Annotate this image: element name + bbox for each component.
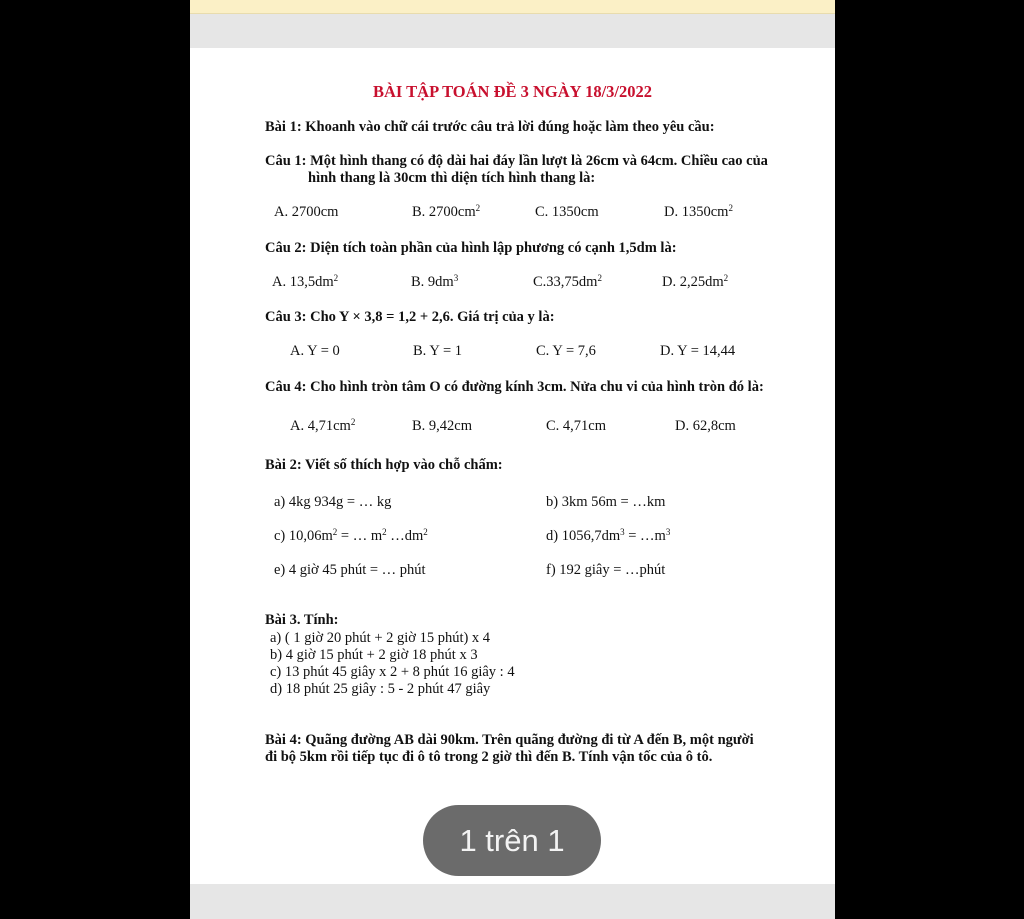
bai2-item-e: e) 4 giờ 45 phút = … phút xyxy=(274,562,426,578)
bai3-item-a: a) ( 1 giờ 20 phút + 2 giờ 15 phút) x 4 xyxy=(270,630,491,646)
bai2-item-f: f) 192 giây = …phút xyxy=(546,562,666,578)
cau2-option-d: D. $2,25dm^2$ xyxy=(662,273,729,290)
bai3-item-b: b) 4 giờ 15 phút + 2 giờ 18 phút x 3 xyxy=(270,647,478,663)
cau3-option-a: A. Y = 0 xyxy=(290,343,340,359)
cau4-option-a: A. $4,71cm^2$ xyxy=(290,417,356,434)
cau1-option-d: D. $1350cm^2$ xyxy=(664,203,733,220)
cau4-option-c: C. 4,71cm xyxy=(546,418,607,434)
cau1-option-b: B. $2700cm^2$ xyxy=(412,203,481,220)
page-indicator: 1 trên 1 xyxy=(423,805,601,876)
cau3-option-c: C. Y = 7,6 xyxy=(536,343,596,359)
cau3-question: Câu 3: Cho Y × 3,8 = 1,2 + 2,6. Giá trị của y là: xyxy=(265,309,555,325)
document-page xyxy=(190,48,835,884)
cau3-option-b: B. Y = 1 xyxy=(413,343,462,359)
bai3-heading: Bài 3. Tính: xyxy=(265,612,339,628)
bai2-item-c: c) $10,06m^2$ = … $m^2$ $\dots dm^2$ xyxy=(274,527,428,544)
cau1-option-c: C. 1350cm xyxy=(535,204,599,220)
bai2-item-b: b) 3km 56m = …km xyxy=(546,494,666,510)
cau1-line1: Câu 1: Một hình thang có độ dài hai đáy lần lượt là 26cm và 64cm. Chiều cao của xyxy=(265,153,768,169)
cau1-line2: hình thang là 30cm thì diện tích hình thang là: xyxy=(308,170,596,186)
viewer-top-bar xyxy=(190,0,835,14)
bai1-heading: Bài 1: Khoanh vào chữ cái trước câu trả lời đúng hoặc làm theo yêu cầu: xyxy=(265,119,715,135)
document-viewer[interactable] xyxy=(190,0,835,919)
bai4-line2: đi bộ 5km rồi tiếp tục đi ô tô trong 2 giờ thì đến B. Tính vận tốc của ô tô. xyxy=(265,749,713,765)
cau4-option-b: B. 9,42cm xyxy=(412,418,473,434)
bai2-item-d: d) $1056,7dm^3$ = $\dots m^3$ xyxy=(546,527,671,544)
bai3-item-c: c) 13 phút 45 giây x 2 + 8 phút 16 giây : 4 xyxy=(270,664,515,680)
cau2-option-a: A. $13,5dm^2$ xyxy=(272,273,339,290)
cau4-question: Câu 4: Cho hình tròn tâm O có đường kính 3cm. Nửa chu vi của hình tròn đó là: xyxy=(265,379,764,395)
doc-title: BÀI TẬP TOÁN ĐỀ 3 NGÀY 18/3/2022 xyxy=(372,82,653,101)
cau2-option-c: $C.33,75dm^2$ xyxy=(533,273,602,290)
bai2-item-a: a) 4kg 934g = … kg xyxy=(274,494,392,510)
cau1-option-a: A. 2700cm xyxy=(274,204,339,220)
cau2-question: Câu 2: Diện tích toàn phần của hình lập phương có cạnh 1,5dm là: xyxy=(265,240,677,256)
bai2-heading: Bài 2: Viết số thích hợp vào chỗ chấm: xyxy=(265,457,503,473)
cau2-option-b: B. $9dm^3$ xyxy=(411,273,459,290)
cau4-option-d: D. 62,8cm xyxy=(675,418,736,434)
cau3-option-d: D. Y = 14,44 xyxy=(660,343,736,359)
bai3-item-d: d) 18 phút 25 giây : 5 - 2 phút 47 giây xyxy=(270,681,491,697)
bai4-line1: Bài 4: Quãng đường AB dài 90km. Trên quãng đường đi từ A đến B, một người xyxy=(265,732,754,748)
